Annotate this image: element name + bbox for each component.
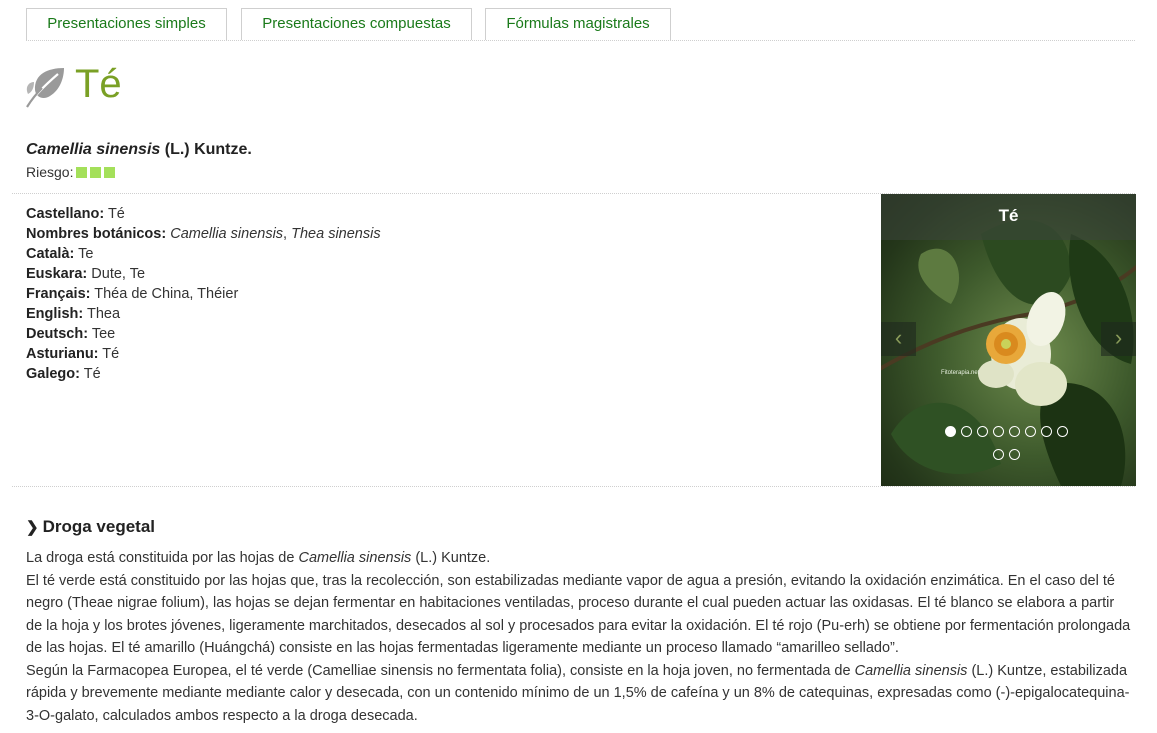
slider-dot[interactable] [1009, 449, 1020, 460]
slider-next-button[interactable] [1101, 322, 1136, 356]
slider-dot[interactable] [1057, 426, 1068, 437]
slider-prev-button[interactable] [881, 322, 916, 356]
tab-presentaciones-simples[interactable]: Presentaciones simples [26, 8, 227, 40]
name-row-botanicos: Nombres botánicos: Camellia sinensis, Thea sinensis [26, 226, 381, 242]
name-row-francais: Français: Théa de China, Théier [26, 286, 239, 302]
slider-pagination [936, 426, 1076, 472]
slider-dot[interactable] [993, 426, 1004, 437]
chevron-right-icon: › [1114, 325, 1123, 350]
paragraph: Según la Farmacopea Europea, el té verde (Camelliae sinensis no fermentata folia), consiste en la hoja joven, no fermentada de Camellia sinensis (L.) Kuntze, estabilizada rápida y brevemente mediante mediante calor y desecada, con un contenido mínimo de un 1,5% de cafeína y un 8% de catequinas, expresadas como (-)-epigalocatequina-3-O-galato, calculados ambos respecto a la droga desecada. [26, 662, 1130, 724]
name-row-catala: Català: Te [26, 246, 94, 262]
scientific-name [26, 141, 252, 159]
chevron-left-icon: ‹ [894, 325, 903, 350]
risk-square [76, 167, 87, 178]
slider-dot[interactable] [961, 426, 972, 437]
chevron-right-icon: ❯ [26, 519, 39, 536]
name-row-euskara: Euskara: Dute, Te [26, 266, 146, 282]
name-row-english: English: Thea [26, 306, 121, 322]
section-heading-label: Droga vegetal [42, 517, 156, 536]
image-slider[interactable] [881, 194, 1136, 486]
divider [12, 486, 1135, 487]
leaf-icon [26, 66, 66, 108]
page-title: Té [75, 62, 122, 106]
tab-formulas-magistrales[interactable]: Fórmulas magistrales [485, 8, 671, 40]
photo-watermark: Fitoterapia.net [941, 370, 980, 376]
tab-bar [26, 8, 1135, 41]
scientific-name-author: (L.) Kuntze. [164, 141, 252, 158]
slider-dot[interactable] [1025, 426, 1036, 437]
scientific-name-species: Camellia sinensis [26, 141, 161, 158]
tab-presentaciones-compuestas[interactable]: Presentaciones compuestas [241, 8, 472, 40]
slider-dot[interactable] [993, 449, 1004, 460]
name-row-deutsch: Deutsch: Tee [26, 326, 116, 342]
section-body [26, 547, 1134, 727]
name-row-castellano: Castellano: Té [26, 206, 125, 222]
risk-label: Riesgo: [26, 164, 74, 180]
slider-dot[interactable] [1041, 426, 1052, 437]
name-row-asturianu: Asturianu: Té [26, 346, 120, 362]
section-heading[interactable] [26, 517, 155, 537]
risk-square [104, 167, 115, 178]
paragraph: El té verde está constituido por las hojas que, tras la recolección, son estabilizadas mediante vapor de agua a presión, evitando la oxidación enzimática. En el caso del té negro (Theae nigrae folium), las hojas se dejan fermentar en habitaciones ventiladas, proceso durante el cual pueden actuar las oxidasas. El té blanco se elabora a partir de la hoja y los brotes jóvenes, ligeramente marchitados, desecados al sol y procesados para evitar la oxidación. El té rojo (Pu-erh) se obtiene por fermentación prolongada de las hojas. El té amarillo (Huángchá) consiste en las hojas fermentadas ligeramente mediante un proceso llamado “amarilleo sellado”. [26, 572, 1131, 656]
slider-caption: Té [881, 194, 1136, 240]
slider-dot[interactable] [1009, 426, 1020, 437]
name-row-galego: Galego: Té [26, 366, 101, 382]
common-names-list [26, 204, 381, 384]
risk-indicator [26, 164, 115, 180]
slider-dot[interactable] [977, 426, 988, 437]
paragraph: La droga está constituida por las hojas de Camellia sinensis (L.) Kuntze. [26, 550, 491, 566]
risk-square [90, 167, 101, 178]
slider-dot[interactable] [945, 426, 956, 437]
